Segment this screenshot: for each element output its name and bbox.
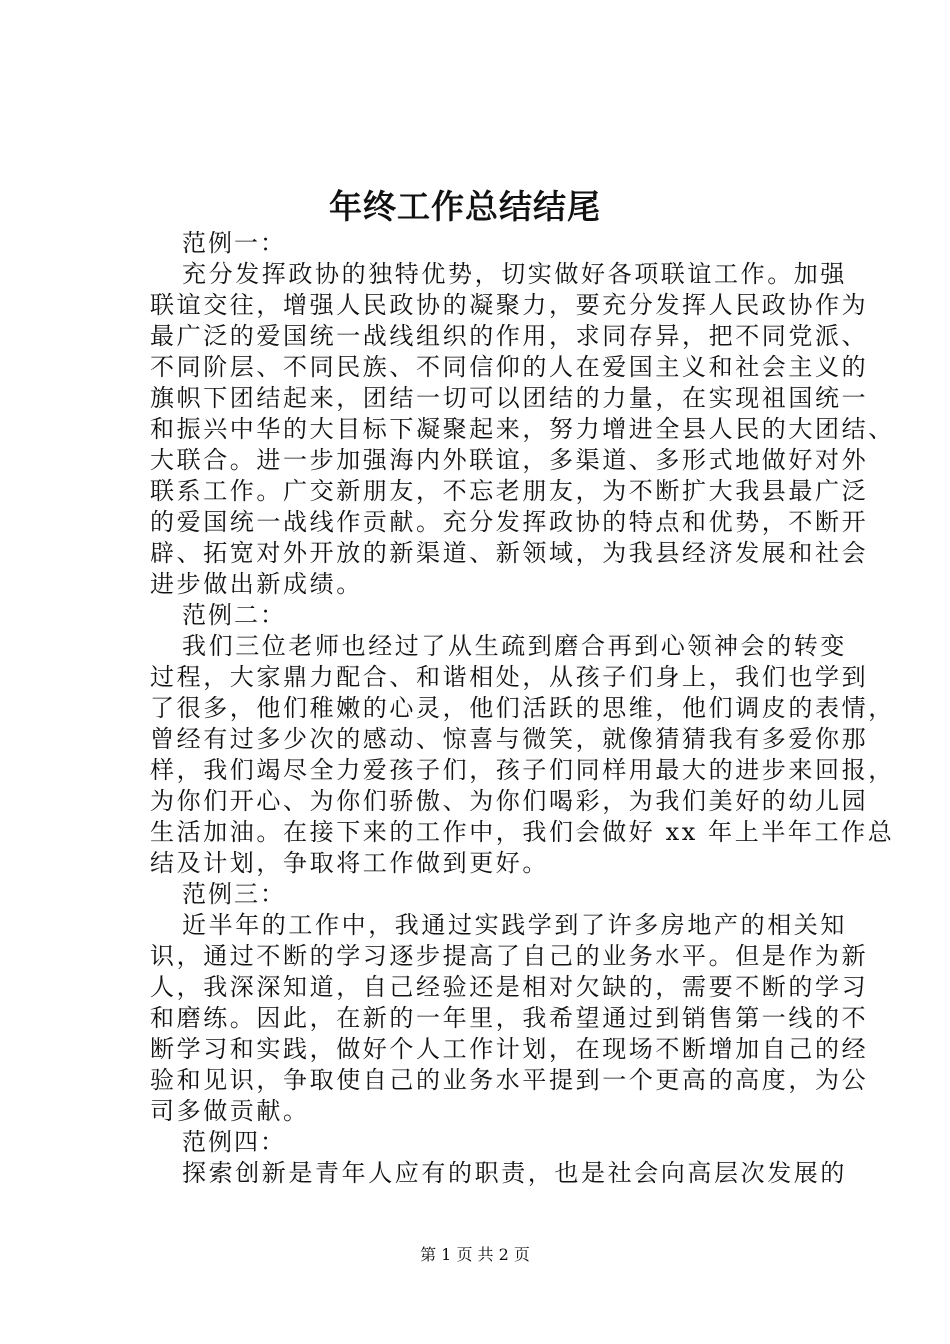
paragraph-line: 为你们开心、为你们骄傲、为你们喝彩，为我们美好的幼儿园 (150, 787, 869, 815)
paragraph-line: 进步做出新成绩。 (150, 570, 363, 598)
paragraph-line: 大联合。进一步加强海内外联谊，多渠道、多形式地做好对外 (150, 446, 869, 474)
paragraph-line: 曾经有过多少次的感动、惊喜与微笑，就像猜猜我有多爱你那 (150, 725, 869, 753)
paragraph-line: 人，我深深知道，自己经验还是相对欠缺的，需要不断的学习 (150, 973, 869, 1001)
section-heading: 范例一： (182, 229, 286, 257)
page-footer (0, 1243, 950, 1267)
paragraph-line: 识，通过不断的学习逐步提高了自己的业务水平。但是作为新 (150, 942, 869, 970)
paragraph-line: 样，我们竭尽全力爱孩子们，孩子们同样用最大的进步来回报， (150, 756, 895, 784)
section-heading: 范例二： (182, 601, 286, 629)
document-title: 年终工作总结结尾 (329, 187, 601, 226)
paragraph-line: 生活加油。在接下来的工作中，我们会做好 xx 年上半年工作总 (150, 818, 895, 846)
paragraph-line: 充分发挥政协的独特优势，切实做好各项联谊工作。加强 (182, 260, 847, 288)
document-body (150, 228, 895, 1189)
paragraph-line: 和振兴中华的大目标下凝聚起来，努力增进全县人民的大团结、 (150, 415, 895, 443)
paragraph-line: 辟、拓宽对外开放的新渠道、新领域，为我县经济发展和社会 (150, 539, 869, 567)
paragraph-line: 我们三位老师也经过了从生疏到磨合再到心领神会的转变 (182, 632, 847, 660)
section-heading: 范例三： (182, 880, 286, 908)
paragraph-line: 不同阶层、不同民族、不同信仰的人在爱国主义和社会主义的 (150, 353, 869, 381)
paragraph-line: 了很多，他们稚嫩的心灵，他们活跃的思维，他们调皮的表情， (150, 694, 895, 722)
paragraph-line: 验和见识，争取使自己的业务水平提到一个更高的高度，为公 (150, 1066, 869, 1094)
paragraph-line: 旗帜下团结起来，团结一切可以团结的力量，在实现祖国统一 (150, 384, 869, 412)
paragraph-line: 探索创新是青年人应有的职责，也是社会向高层次发展的 (182, 1159, 847, 1187)
paragraph-line: 结及计划，争取将工作做到更好。 (150, 849, 549, 877)
paragraph-line: 断学习和实践，做好个人工作计划，在现场不断增加自己的经 (150, 1035, 869, 1063)
paragraph-line: 过程，大家鼎力配合、和谐相处，从孩子们身上，我们也学到 (150, 663, 869, 691)
paragraph-line: 和磨练。因此，在新的一年里，我希望通过到销售第一线的不 (150, 1004, 869, 1032)
page-number: 第 1 页 共 2 页 (420, 1245, 530, 1264)
paragraph-line: 近半年的工作中，我通过实践学到了许多房地产的相关知 (182, 911, 847, 939)
paragraph-line: 的爱国统一战线作贡献。充分发挥政协的特点和优势，不断开 (150, 508, 869, 536)
paragraph-line: 司多做贡献。 (150, 1097, 310, 1125)
paragraph-line: 联系工作。广交新朋友，不忘老朋友，为不断扩大我县最广泛 (150, 477, 869, 505)
section-heading: 范例四： (182, 1128, 286, 1156)
paragraph-line: 联谊交往，增强人民政协的凝聚力，要充分发挥人民政协作为 (150, 291, 869, 319)
paragraph-line: 最广泛的爱国统一战线组织的作用，求同存异，把不同党派、 (150, 322, 869, 350)
